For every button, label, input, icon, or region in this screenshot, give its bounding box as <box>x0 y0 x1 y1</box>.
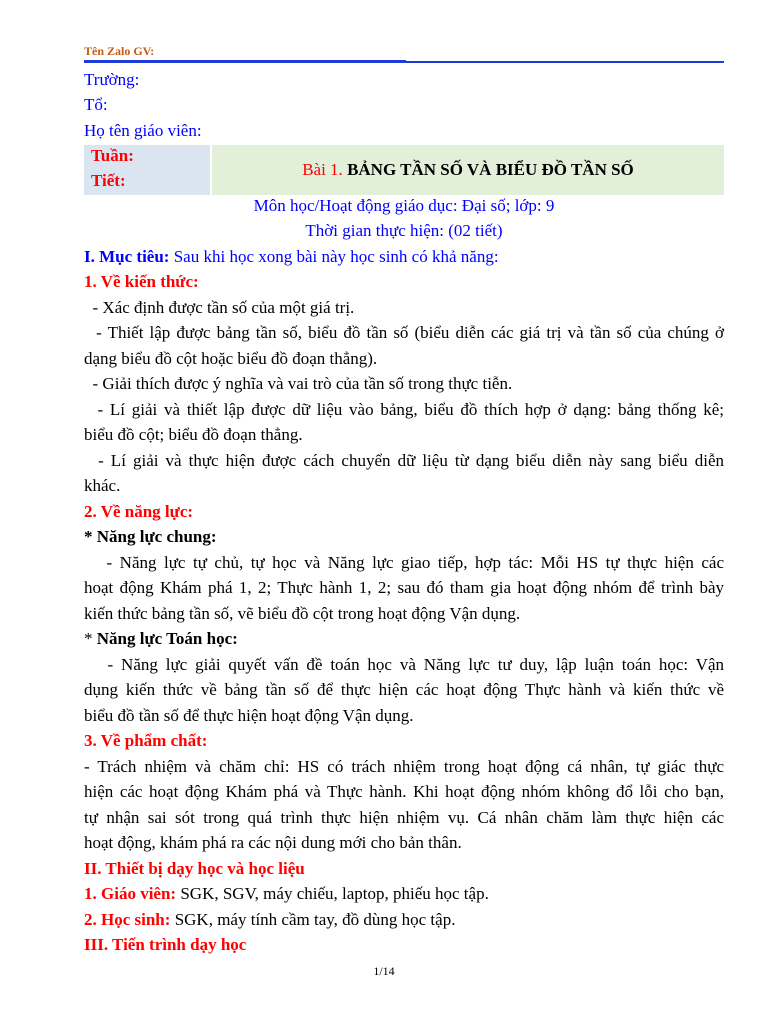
knowledge-item-5a: - Lí giải và thực hiện được cách chuyển dữ liệu từ dạng biểu diễn này sang biểu diễn <box>84 451 724 470</box>
math-competence-a: - Năng lực giải quyết vấn đề toán học và Năng lực tư duy, lập luận toán học: Vận <box>84 655 724 674</box>
zalo-label: Tên Zalo GV: <box>84 44 155 58</box>
knowledge-item-3: - Giải thích được ý nghĩa và vai trò của tần số trong thực tiễn. <box>84 374 513 393</box>
subject-line: Môn học/Hoạt động giáo dục: Đại số; lớp: 9 <box>253 196 555 215</box>
knowledge-item-2a: - Thiết lập được bảng tần số, biểu đồ tần số (biểu diễn các giá trị và tần số của chúng ở <box>84 323 724 342</box>
student-equipment-label: 2. Học sinh: <box>84 910 171 929</box>
teacher-equipment-label: 1. Giáo viên: <box>84 884 177 903</box>
knowledge-item-1: - Xác định được tần số của một giá trị. <box>84 298 355 317</box>
lesson-number: Bài 1. <box>302 160 343 179</box>
math-competence-c: biểu đồ tần số để thực hiện hoạt động Vận dụng. <box>84 706 414 725</box>
math-competence-heading: Năng lực Toán học: <box>96 629 238 648</box>
student-equipment-text: SGK, máy tính cầm tay, đồ dùng học tập. <box>170 910 456 929</box>
teacher-name-label: Họ tên giáo viên: <box>84 121 202 140</box>
general-competence-heading: * Năng lực chung: <box>84 527 217 546</box>
objectives-intro: Sau khi học xong bài này học sinh có khả năng: <box>169 247 499 266</box>
math-competence-line <box>84 626 724 652</box>
teacher-equipment-line <box>84 881 724 907</box>
math-bullet: * <box>84 629 97 648</box>
page-number: 1/14 <box>373 964 395 978</box>
objectives-heading: I. Mục tiêu: <box>84 247 170 266</box>
week-label: Tuần: <box>91 146 134 165</box>
duration-line: Thời gian thực hiện: (02 tiết) <box>305 221 503 240</box>
student-equipment-line <box>84 907 724 933</box>
group-label: Tổ: <box>84 95 108 114</box>
teacher-equipment-text: SGK, SGV, máy chiếu, laptop, phiếu học tập. <box>176 884 489 903</box>
math-competence-b: dụng kiến thức về bảng tần số để thực hiện các hoạt động Thực hành và kiến thức về <box>84 680 724 699</box>
quality-heading: 3. Về phẩm chất: <box>84 731 208 750</box>
week-period-cell <box>84 145 210 195</box>
quality-d: hoạt động, khám phá ra các nội dung mới cho bản thân. <box>84 833 462 852</box>
objectives-line <box>84 244 724 270</box>
general-competence-a: - Năng lực tự chủ, tự học và Năng lực giao tiếp, hợp tác: Mỗi HS tự thực hiện các <box>84 553 724 572</box>
lesson-title-table <box>84 145 724 195</box>
procedure-heading: III. Tiến trình dạy học <box>84 935 247 954</box>
knowledge-heading: 1. Về kiến thức: <box>84 272 199 291</box>
quality-b: hiện các hoạt động Khám phá và Thực hành. Khi hoạt động nhóm không đổ lỗi cho bạn, <box>84 782 724 801</box>
equipment-heading: II. Thiết bị dạy học và học liệu <box>84 859 305 878</box>
knowledge-item-4a: - Lí giải và thiết lập được dữ liệu vào bảng, biểu đồ thích hợp ở dạng: bảng thống kê; <box>84 400 724 419</box>
period-label: Tiết: <box>91 171 126 190</box>
general-competence-b: hoạt động Khám phá 1, 2; Thực hành 1, 2; sau đó tham gia hoạt động nhóm để trình bày <box>84 578 724 597</box>
quality-a: - Trách nhiệm và chăm chỉ: HS có trách nhiệm trong hoạt động cá nhân, tự giác thực <box>84 757 724 776</box>
knowledge-item-4b: biểu đồ cột; biểu đồ đoạn thẳng. <box>84 425 303 444</box>
header-rule-thin <box>84 61 724 63</box>
knowledge-item-2b: dạng biểu đồ cột hoặc biểu đồ đoạn thẳng). <box>84 349 378 368</box>
lesson-title-cell <box>212 145 724 195</box>
knowledge-item-5b: khác. <box>84 476 121 495</box>
quality-c: tự nhận sai sót trong quá trình thực hiện nhiệm vụ. Cá nhân chăm làm thực hiện các <box>84 808 724 827</box>
lesson-title: BẢNG TẦN SỐ VÀ BIỂU ĐỒ TẦN SỐ <box>347 160 634 179</box>
competence-heading: 2. Về năng lực: <box>84 502 194 521</box>
school-label: Trường: <box>84 70 140 89</box>
general-competence-c: kiến thức bảng tần số, vẽ biểu đồ cột trong hoạt động Vận dụng. <box>84 604 521 623</box>
